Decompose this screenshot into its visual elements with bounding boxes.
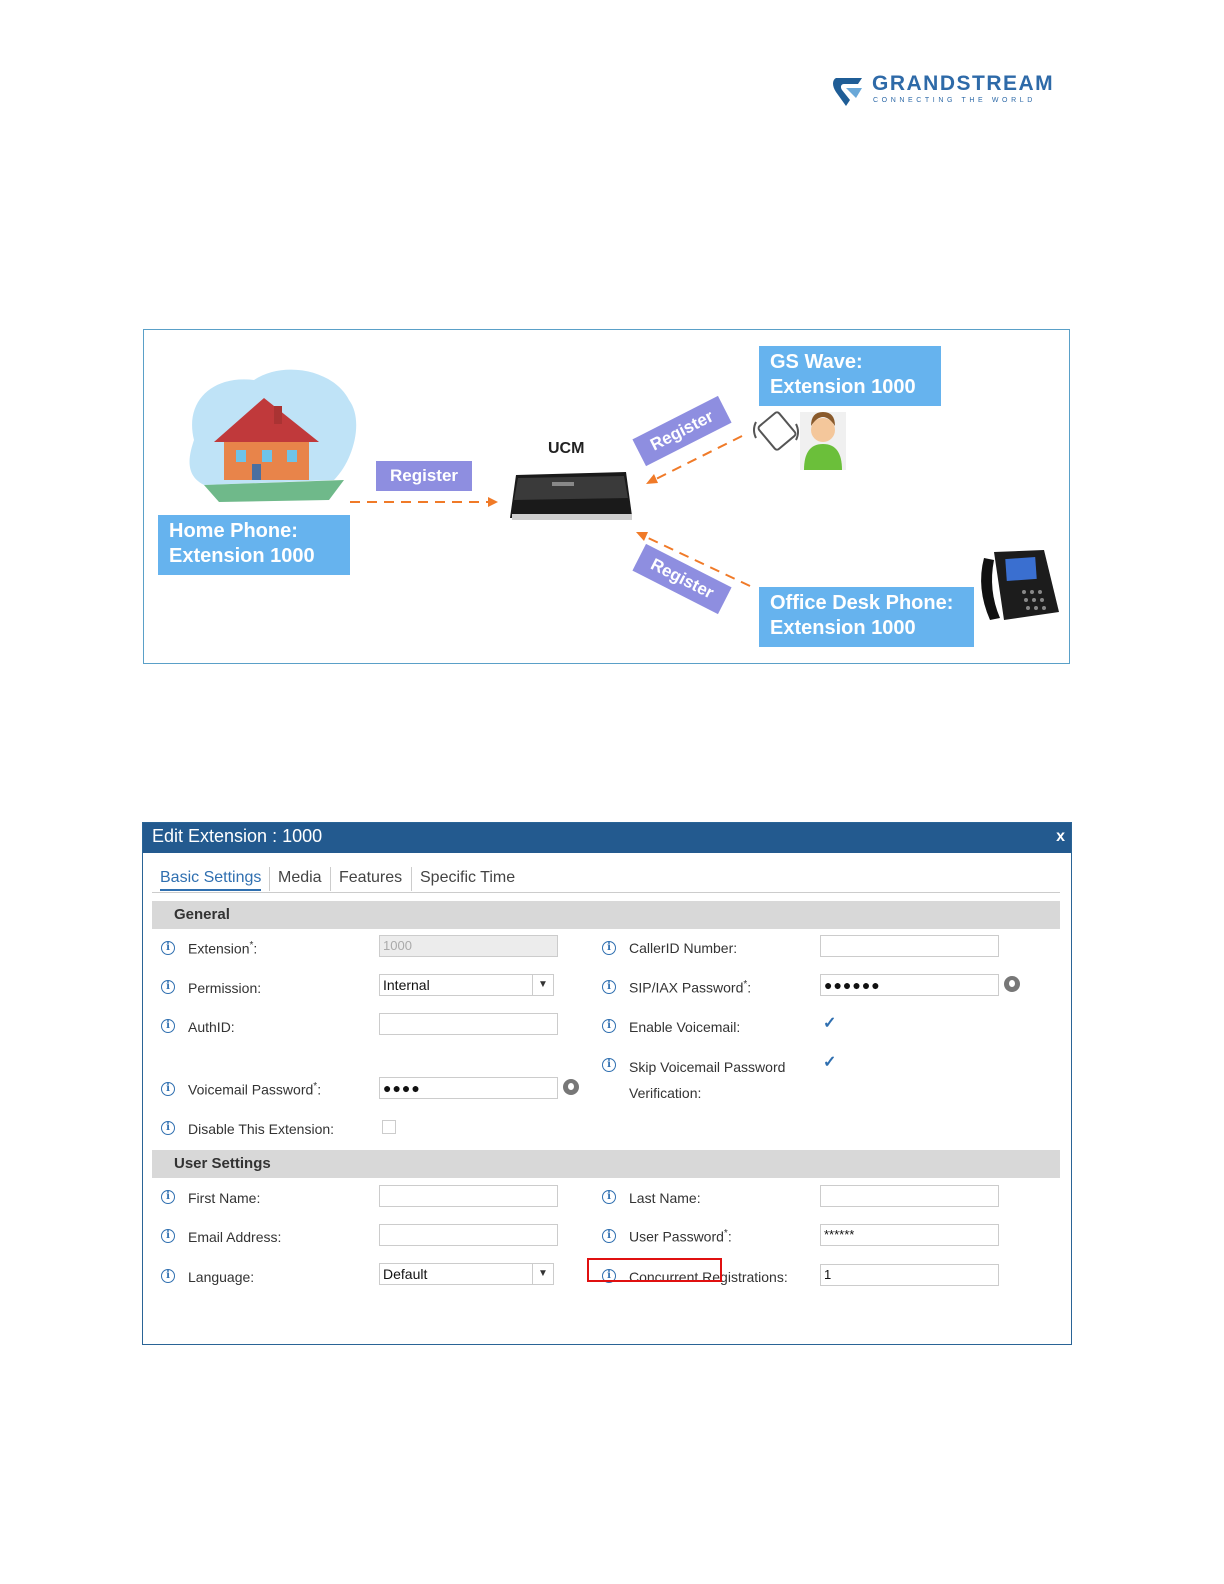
tab-basic-settings[interactable]: Basic Settings bbox=[160, 869, 261, 891]
home-phone-label bbox=[158, 515, 350, 575]
required-mark: * bbox=[743, 979, 748, 990]
user-password-info-icon[interactable]: i bbox=[602, 1229, 616, 1243]
chevron-down-icon: ▼ bbox=[532, 975, 553, 995]
multi-registration-diagram bbox=[143, 329, 1070, 664]
close-button[interactable]: x bbox=[1056, 828, 1065, 845]
section-general bbox=[152, 901, 1060, 929]
edit-extension-dialog bbox=[142, 822, 1072, 1345]
sip-password-info-icon[interactable]: i bbox=[602, 980, 616, 994]
required-mark: * bbox=[313, 1081, 318, 1092]
house-illustration bbox=[190, 370, 357, 502]
office-label-line1: Office Desk Phone: bbox=[770, 592, 954, 614]
authid-label: AuthID: bbox=[188, 1019, 235, 1035]
voicemail-password-label-suffix: : bbox=[317, 1081, 322, 1098]
dialog-tabs bbox=[152, 865, 1060, 893]
password-hint-icon[interactable] bbox=[563, 1079, 579, 1095]
section-user-settings bbox=[152, 1150, 1060, 1178]
voicemail-password-label bbox=[188, 1081, 321, 1098]
user-password-label bbox=[629, 1228, 732, 1245]
highlight-box bbox=[587, 1258, 722, 1282]
first-name-label: First Name: bbox=[188, 1190, 261, 1206]
desk-phone-illustration bbox=[981, 550, 1059, 620]
grandstream-logo bbox=[832, 70, 1072, 114]
last-name-label: Last Name: bbox=[629, 1190, 701, 1206]
user-password-label-text: User Password bbox=[629, 1228, 724, 1245]
callerid-input[interactable] bbox=[820, 935, 999, 957]
register-label-home: Register bbox=[376, 461, 472, 491]
disable-extension-info-icon[interactable]: i bbox=[161, 1121, 175, 1135]
home-phone-label-line1: Home Phone: bbox=[169, 520, 298, 542]
concurrent-registrations-info-icon[interactable]: i bbox=[602, 1269, 616, 1283]
gs-wave-icons bbox=[754, 411, 846, 470]
concurrent-registrations-label: Concurrent Registrations: bbox=[629, 1269, 788, 1285]
required-mark: * bbox=[723, 1228, 728, 1239]
last-name-input[interactable] bbox=[820, 1185, 999, 1207]
tab-specific-time[interactable]: Specific Time bbox=[420, 869, 516, 886]
callerid-label: CallerID Number: bbox=[629, 940, 738, 956]
home-phone-label-line2: Extension 1000 bbox=[169, 545, 315, 567]
extension-label-text: Extension bbox=[188, 940, 250, 957]
extension-info-icon[interactable]: i bbox=[161, 941, 175, 955]
logo-wordmark: GRANDSTREAM bbox=[872, 72, 1055, 95]
concurrent-registrations-input[interactable]: 1 bbox=[820, 1264, 999, 1286]
language-select[interactable] bbox=[379, 1263, 554, 1285]
gs-wave-label-line2: Extension 1000 bbox=[770, 376, 916, 398]
voicemail-password-info-icon[interactable]: i bbox=[161, 1082, 175, 1096]
skip-vm-password-label-line1: Skip Voicemail Password bbox=[629, 1059, 786, 1075]
sip-password-label-text: SIP/IAX Password bbox=[629, 979, 744, 996]
disable-extension-checkbox[interactable] bbox=[382, 1120, 396, 1134]
grandstream-swirl-icon bbox=[832, 72, 868, 108]
sip-password-label bbox=[629, 979, 751, 996]
required-mark: * bbox=[249, 940, 254, 951]
enable-voicemail-info-icon[interactable]: i bbox=[602, 1019, 616, 1033]
first-name-input[interactable] bbox=[379, 1185, 558, 1207]
skip-vm-password-checkbox[interactable]: ✓ bbox=[823, 1054, 837, 1071]
extension-input[interactable]: 1000 bbox=[379, 935, 558, 957]
skip-vm-password-label-line2: Verification: bbox=[629, 1085, 702, 1101]
skip-vm-password-info-icon[interactable]: i bbox=[602, 1058, 616, 1072]
language-label: Language: bbox=[188, 1269, 255, 1285]
user-password-input[interactable]: ****** bbox=[820, 1224, 999, 1246]
voicemail-password-label-text: Voicemail Password bbox=[188, 1081, 314, 1098]
disable-extension-label: Disable This Extension: bbox=[188, 1121, 335, 1137]
enable-voicemail-checkbox[interactable]: ✓ bbox=[823, 1015, 837, 1032]
language-info-icon[interactable]: i bbox=[161, 1269, 175, 1283]
dialog-title: Edit Extension : 1000 bbox=[152, 826, 323, 846]
tab-divider bbox=[330, 867, 331, 891]
logo-tagline: CONNECTING THE WORLD bbox=[873, 97, 1036, 104]
password-hint-icon[interactable] bbox=[1004, 976, 1020, 992]
ucm-label: UCM bbox=[548, 440, 585, 457]
permission-select-value: Internal bbox=[383, 977, 430, 993]
language-select-value: Default bbox=[383, 1266, 428, 1282]
extension-label-suffix: : bbox=[253, 940, 258, 957]
first-name-info-icon[interactable]: i bbox=[161, 1190, 175, 1204]
authid-info-icon[interactable]: i bbox=[161, 1019, 175, 1033]
tab-features[interactable]: Features bbox=[339, 869, 403, 886]
last-name-info-icon[interactable]: i bbox=[602, 1190, 616, 1204]
register-label-office: Register bbox=[632, 544, 731, 614]
section-user-settings-title: User Settings bbox=[174, 1155, 271, 1172]
tab-media[interactable]: Media bbox=[278, 869, 322, 886]
dialog-header bbox=[143, 823, 1071, 853]
office-desk-phone-label bbox=[759, 587, 974, 647]
ucm-device-illustration bbox=[510, 472, 632, 520]
enable-voicemail-label: Enable Voicemail: bbox=[629, 1019, 741, 1035]
callerid-info-icon[interactable]: i bbox=[602, 941, 616, 955]
sip-password-input[interactable]: ●●●●●● bbox=[820, 974, 999, 996]
email-info-icon[interactable]: i bbox=[161, 1229, 175, 1243]
chevron-down-icon: ▼ bbox=[532, 1264, 553, 1284]
permission-info-icon[interactable]: i bbox=[161, 980, 175, 994]
tab-divider bbox=[411, 867, 412, 891]
authid-input[interactable] bbox=[379, 1013, 558, 1035]
extension-label bbox=[188, 940, 257, 957]
office-label-line2: Extension 1000 bbox=[770, 617, 916, 639]
register-label-gs-wave: Register bbox=[632, 396, 731, 466]
gs-wave-label bbox=[759, 346, 941, 406]
sip-password-label-suffix: : bbox=[747, 979, 752, 996]
email-input[interactable] bbox=[379, 1224, 558, 1246]
section-general-title: General bbox=[174, 906, 230, 923]
gs-wave-label-line1: GS Wave: bbox=[770, 351, 863, 373]
voicemail-password-input[interactable]: ●●●● bbox=[379, 1077, 558, 1099]
user-password-label-suffix: : bbox=[727, 1228, 732, 1245]
permission-select[interactable] bbox=[379, 974, 554, 996]
tab-divider bbox=[269, 867, 270, 891]
permission-label: Permission: bbox=[188, 980, 262, 996]
email-label: Email Address: bbox=[188, 1229, 282, 1245]
